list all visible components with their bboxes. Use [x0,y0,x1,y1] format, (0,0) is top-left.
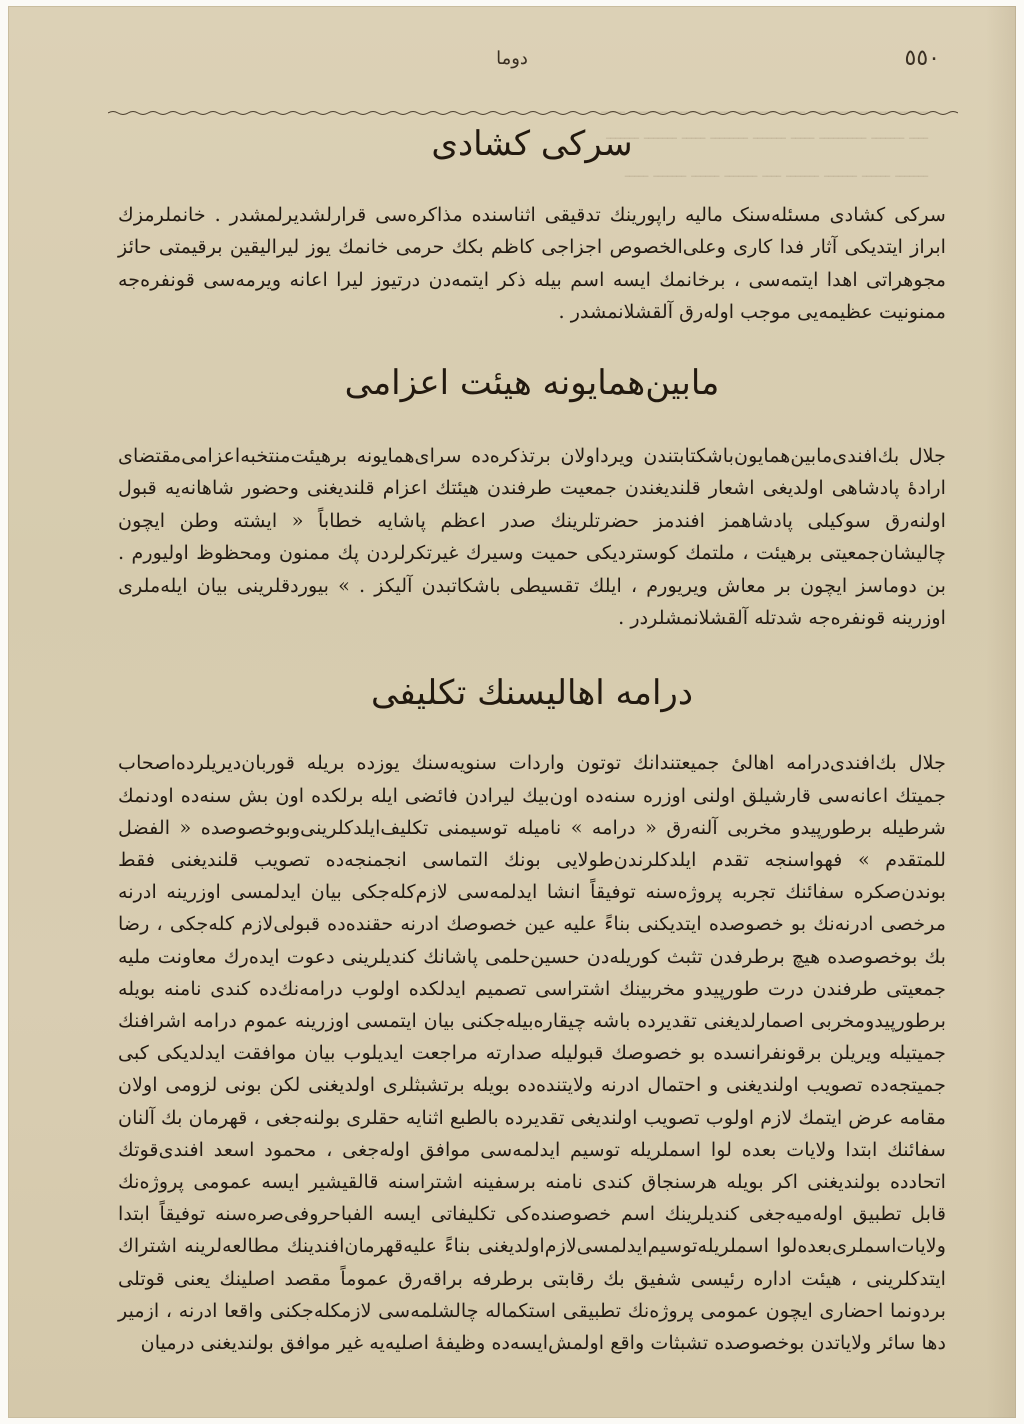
section-mabeyn-heyet [118,363,946,635]
section-heading: درامه اهالیسنك تکلیفی [371,672,693,713]
bleed-through-text: ــــ ـــــــ ــــــــــ ـــــ ـــــــ ــــــــ ـــــ ـــــــ ـــــــ [606,124,928,143]
section-paragraph: جلال بك‌افندی‌درامه اهالی‌ٔ جمیعتندانك توتون واردات سنویه‌سنك یوزده بریله قوربان‌دیریلرده‌اصحاب جمیتك اعانه‌سی قارشیلق اولنی اوزره سنه‌ده اون‌بیك لیرادن فائضی ایله برلکده اون بش سنه‌ده اودنمك شرطیله برطورپیدو مخربی آلنه‌رق « درامه » نامیله توسیمنی تکلیف‌ایلدکلرینی‌وبوخصوصده « الفضل للمتقدم » فهواسنجه تقدم ایلدکلرندن‌طولایی بونك التماسی انجمنجه‌ده تصویب قلندیغنی فقط بوندن‌صکره سفائنك تجربه پروژه‌سنه توفیقاً انشا ایدلمه‌سی لازم‌کله‌جکی بیان ایدلمسی اوزرینه ادرنه مرخصی ادرنه‌نك بو خصوصده ایتدیکنی بناءً علیه عین خصوصك ادرنه حقنده‌ده قبولی‌لازم کله‌جکی ، رضا بك بوخصوصده هیچ برطرفدن تثبث کوریله‌دن حسین‌حلمی پاشانك کندیلرینی دعوت ایده‌رك معاونت ملیه جمعیتی طرفندن درت طورپیدو مخربینك اشتراسی تصمیم ایدلکده اولوب درامه‌نك‌ده کندی نامنه بویله برطورپیدومخربی اصمارلدیغنی تقدیرده باشه چیقاره‌بیله‌جکنی بیان ایتمسی اوزرینه عموم درامه اشرافنك جمیتیله ویریلن برقونفرانسده بو خصوصك قبولیله صدارته مراجعت ایدیلوب بیان موافقت ایدلدیکی کبی جمیتجه‌ده تصویب اولندیغنی و احتمال ادرنه ولایتنده‌ده بویله برتشبثلری اولدیغنی لکن بونی لزومی اولان مقامه عرض ایتمك لازم اولوب تصویب اولندیغی تقدیرده بالطبع اثنایه حقلری بولنه‌جغی ، قهرمان بك آلنان سفائنك ابتدا ولایات بعده لوا اسملریله توسیم ایدلمه‌سی موافق اوله‌جغی ، محمود اسعد افندی‌قوتك اتحادده بولندیغنی اکر بویله هرسنجاق کندی نامنه برسفینه اشتراسنه قالقیشیر ایسه عمومی پروژه‌نك قابل تطبیق اوله‌میه‌جغی کندیلرینك اسم خصوصنده‌کی تکلیفاتی ایسه الفباحروفی‌صره‌سنه توفیقاً ابتدا ولایات‌اسملری‌بعده‌لوا اسملریله‌توسیم‌ایدلمسی‌لازم‌اولدیغنی‌ بناءً علیه‌قهرمان‌افندینك مطالعه‌لرینه اشتراك ایتدکلرینی ، هیئت اداره رئیسی شفیق بك رقابتی برطرفه براقه‌رق عموماً مقصد اصلینك یعنی قوتلی بردونما احضاری ایچون عمومی پروژه‌نك تطبیقی استکماله چالشلمه‌سی لازمکله‌جکنی واقعا ادرنه ، ازمیر دها سائر ولایاتدن بوخصوصده تشبثات واقع اولمش‌ایسه‌ده وظیفهٔ اصلیه‌یه غیر موافق بولندیغنی درمیان [118,751,946,1355]
page-body [118,106,946,1359]
section-paragraph: سرکی کشادی مسئله‌سنک مالیه راپورینك تدقیقی اثناسنده مذاکره‌سی قرارلشدیرلمشدر . خانملرمزك ابراز ایتدیکی آثار فدا کاری وعلی‌الخصوص اجزاجی کاظم بکك حرمی خانمك یوز لیرالیقین برقیمتی حائز مجوهراتی اهدا ایتمه‌سی ، برخانمك ایسه اسم بیله ذکر ایتمه‌دن درتیوز لیرا اعانه ویرمه‌سی قونفره‌جه ممنونیت عظیمه‌یی موجب اوله‌رق آلقشلانمشدر . [118,202,946,324]
section-paragraph: جلال بك‌افندی‌مابین‌همایون‌باشکتابتندن ویرداولان برتذکره‌ده سرای‌همایونه برهیئت‌منتخبه‌اعزامی‌مقتضای ارادهٔ پادشاهی اولدیغی اشعار قلندیغندن جمعیت طرفندن هیئتك اعزام قلندیغنی وحضور شاهانه‌یه قبول اولنه‌رق سوکیلی پادشاهمز افندمز حضرتلرینك صدر اعظم پاشایه خطاباً « ایشته وطن ایچون چالیشان‌جمعیتی برهیئت ، ملتمك کوستردیکی حمیت وسیرك غیرتکرلردن پك ممنون ومحظوظ اولیورم . بن دوماسز ایچون بر معاش ویریورم ، ایلك تقسیطی باشکاتبدن آلیکز . » بیوردقلرینی بیان ایله‌ملری اوزرینه قونفره‌جه شدتله آلقشلانمشلردر . [118,443,946,630]
page-header [8,44,1016,80]
running-title: دوما [496,48,528,69]
section-heading: سرکی کشادی [431,124,633,164]
section-serki-keshadi [118,124,946,329]
section-heading: مابین‌همایونه هیئت اعزامی [344,362,720,403]
bleed-through-text: ـــــــ ـــــــ ـــــــــ ـــــ ـــــــــ ـــــ ــــــ ــــــــ ـــــ [601,98,928,117]
page-number: ٥٥٠ [904,46,940,71]
bleed-through-text: ـــــــ ــــــ ـــــــ ـــــــ ــــ ـــــــ ــــــ ـــــــ ـــــ [624,162,928,181]
section-drama-teklif [118,673,946,1360]
scanned-page [8,6,1016,1418]
